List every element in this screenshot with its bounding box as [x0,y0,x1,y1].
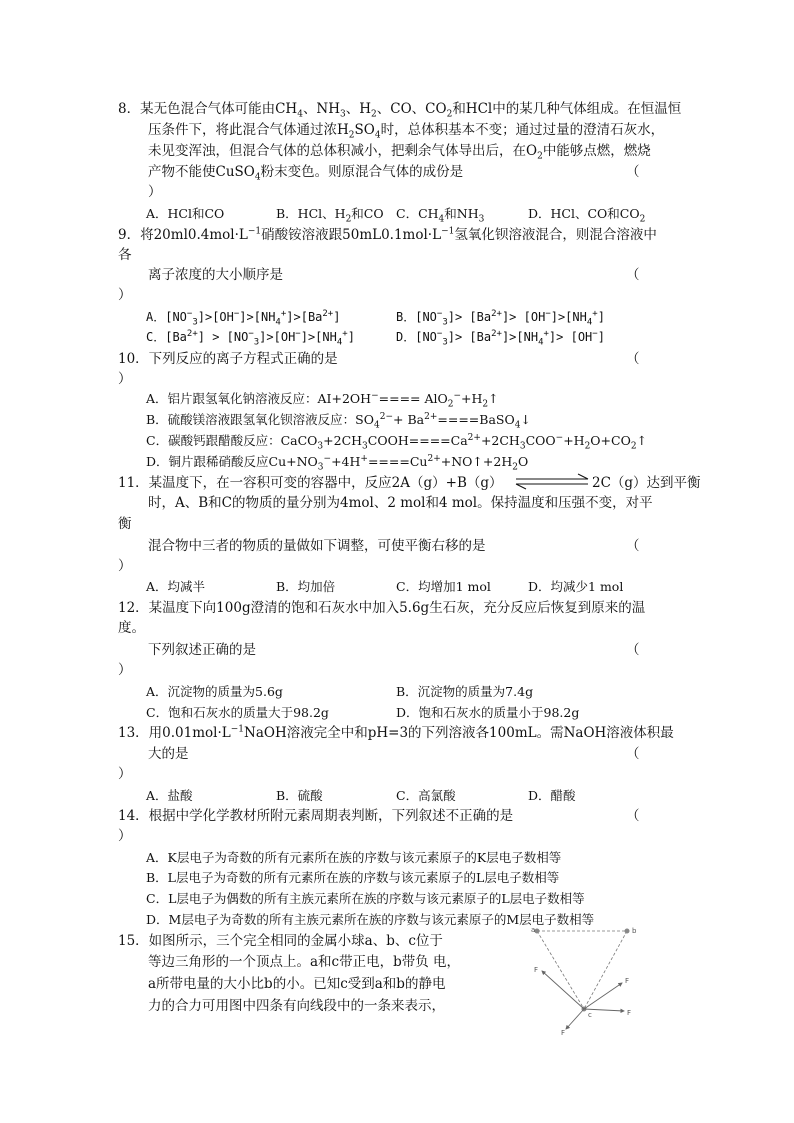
label-a: a [531,926,536,934]
sphere-b [625,929,630,934]
q12-line-2: 度。 [118,620,145,636]
q13-answer-paren-open: （ [626,746,640,762]
q11-option-c: C．均增加1 mol [396,579,491,594]
label-b: b [632,927,637,935]
charge-triangle-figure [528,925,640,1037]
q11-option-b: B．均加倍 [276,579,336,594]
q11-line-2: 时，A、B和C的物质的量分别为4mol、2 mol和4 mol。保持温度和压强不变，对平 [148,495,653,511]
q11-option-d: D．均减少1 mol [528,579,624,594]
q10-line-1: 10．下列反应的离子方程式正确的是 [118,351,338,367]
q14-answer-paren-close: ） [118,828,132,844]
q8-line-1: 8．某无色混合气体可能由$CH_4$、$NH_3$、$H_2$、CO、$CO_2$和HCl中的某几种气体组成。在恒温恒 [118,101,682,120]
q11-line-1: 11．某温度下，在一容积可变的容器中，反应2A（g）+B（g） [118,475,503,491]
q11-line-1b: 2C（g）达到平衡 [592,475,701,491]
q13-option-b: B．硫酸 [276,788,323,803]
q13-line-2: 大的是 [148,746,189,762]
q10-answer-paren-close: ） [118,371,132,387]
force-vector-f4 [566,1009,584,1029]
q12-line-1: 12．某温度下向100g澄清的饱和石灰水中加入5.6g生石灰，充分反应后恢复到原来的温 [118,600,646,616]
label-c: c [588,1011,592,1019]
q10-answer-paren-open: （ [626,351,640,367]
q8-option-b: B．HCl、$H_2$和CO [276,206,384,225]
q9-line-3: 离子浓度的大小顺序是 [148,267,283,283]
q14-option-d: D．M层电子为奇数的所有主族元素所在族的序数与该元素原子的M层电子数相等 [146,912,595,927]
label-f4: F [561,1029,566,1037]
q12-answer-paren-open: （ [626,642,640,658]
q11-answer-paren-close: ） [118,558,132,574]
q9-option-b: B．$[NO^-_3]> [Ba^{2+}]> [OH^-]>[NH_4^+]$ [396,309,605,328]
q8-answer-paren-close: ） [148,184,162,200]
q9-option-d: D．$[NO^-_3]> [Ba^{2+}]>[NH_4^+]> [OH^-]$ [396,329,605,348]
q12-option-d: D．饱和石灰水的质量小于98.2g [396,705,580,720]
q12-answer-paren-close: ） [118,662,132,678]
q13-answer-paren-close: ） [118,766,132,782]
q13-option-a: A．盐酸 [146,788,193,803]
q12-option-a: A．沉淀物的质量为5.6g [146,684,283,699]
triangle-edge-ac [537,931,584,1009]
q9-line-2: 各 [118,247,132,263]
q14-option-b: B．L层电子为奇数的所有元素所在族的序数与该元素原子的L层电子数相等 [146,870,560,885]
q14-option-c: C．L层电子为偶数的所有主族元素所在族的序数与该元素原子的L层电子数相等 [146,891,585,906]
q11-line-4: 混合物中三者的物质的量做如下调整，可使平衡右移的是 [148,538,486,554]
q10-option-a: A．铝片跟氢氧化钠溶液反应：$AI+2OH^-==== AlO_2^-+H_2↑$ [146,390,499,410]
q15-line-3: a所带电量的大小比b的小。已知c受到a和b的静电 [148,976,446,992]
q11-line-3: 衡 [118,516,132,532]
q13-option-c: C．高氯酸 [396,788,456,803]
q9-option-c: C．$[Ba^{2+}] > [NO^-_3]>[OH^-]>[NH_4^+]$ [146,329,355,348]
q12-line-3: 下列叙述正确的是 [148,642,256,658]
q9-option-a: A．$[NO^-_3]>[OH^-]>[NH_4^+]>[Ba^{2+}]$ [146,309,341,328]
q9-line-1: 9．将$20ml0.4mol\cdot L^{-1}$硝酸铵溶液跟$50mL0.1mol\cdot L^{-1}$氢氧化钡溶液混合，则混合溶液中 [118,226,657,243]
q8-line-3: 未见变浑浊，但混合气体的总体积减小，把剩余气体导出后，在$O_2$中能够点燃，燃烧 [148,143,651,162]
equilibrium-arrow-icon [512,472,592,490]
q9-answer-paren-open: （ [626,267,640,283]
q14-line-1: 14．根据中学化学教材所附元素周期表判断，下列叙述不正确的是 [118,808,514,824]
q8-option-d: D．HCl、CO和$CO_2$ [528,206,646,225]
q8-line-2: 压条件下，将此混合气体通过浓$H_2SO_4$时，总体积基本不变；通过过量的澄清石灰水， [148,122,665,141]
q8-option-a: A．HCl和CO [146,206,225,221]
q10-option-b: B．硫酸镁溶液跟氢氧化钡溶液反应：$SO_4^{2-}+$ $Ba^{2+}====BaSO_4↓$ [146,411,531,431]
label-f2: F [625,977,630,985]
q8-option-c: C．$CH_4$和$NH_3$ [396,206,485,225]
q8-line-4: 产物不能使CuSO$_4$粉末变色。则原混合气体的成份是 [148,164,464,183]
force-vector-f1 [542,971,584,1009]
q10-option-d: D．铜片跟稀硝酸反应$Cu+NO_3^-+4H^+====Cu^{2+}+NO↑+2H_2O$ [146,453,529,473]
q13-option-d: D．醋酸 [528,788,576,803]
q9-answer-paren-close: ） [118,287,132,303]
triangle-edge-bc [584,931,630,1009]
q13-line-1: 13．用$0.01mol\cdot L^{-1}NaOH$溶液完全中和pH=3的下列溶液各100mL。需NaOH溶液体积最 [118,724,674,741]
q14-option-a: A．K层电子为奇数的所有元素所在族的序数与该元素原子的K层电子数相等 [146,850,562,865]
q8-answer-paren-open: （ [626,164,640,180]
q12-option-b: B．沉淀物的质量为7.4g [396,684,534,699]
force-diagram [528,925,640,1037]
q15-line-1: 15．如图所示，三个完全相同的金属小球a、b、c位于 [118,933,443,949]
label-f1: F [534,966,539,974]
force-vector-f2 [584,983,622,1009]
q11-answer-paren-open: （ [626,538,640,554]
q15-line-4: 力的合力可用图中四条有向线段中的一条来表示， [148,998,445,1014]
q14-answer-paren-open: （ [626,808,640,824]
q11-option-a: A．均减半 [146,579,206,594]
q10-option-c: C．碳酸钙跟醋酸反应：$CaCO_3+2CH_3COOH====Ca^{2+}+2CH_3COO^-+H_2O+CO_2↑$ [146,432,648,452]
q12-option-c: C．饱和石灰水的质量大于98.2g [146,705,329,720]
label-f3: F [627,1009,632,1017]
q15-line-2: 等边三角形的一个顶点上。a和c带正电，b带负 电， [148,954,461,970]
